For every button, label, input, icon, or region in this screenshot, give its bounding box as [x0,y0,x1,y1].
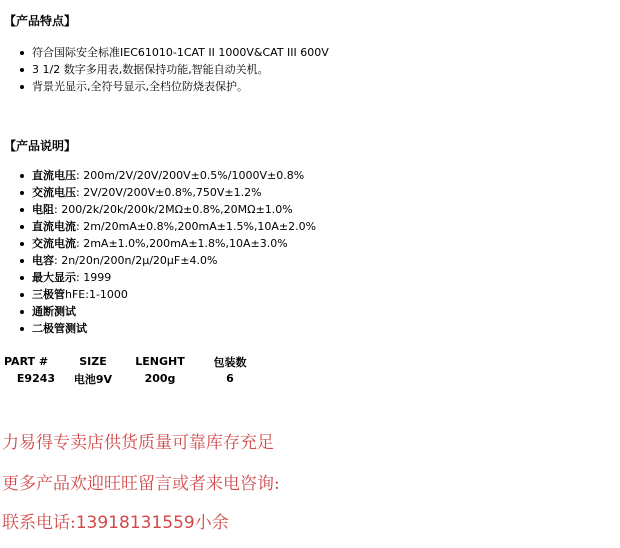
spec-value: : 2mA±1.0%,200mA±1.8%,10A±3.0% [76,237,288,250]
table-row [4,370,258,387]
spec-label: 电容 [32,254,54,267]
spec-item-transistor [20,286,316,303]
spec-item-dc-current [20,218,316,235]
part-spec-table [4,353,258,387]
spec-label: 电阻 [32,203,54,216]
spec-item-resistance [20,201,316,218]
spec-item-ac-voltage [20,184,316,201]
spec-value: : 200/2k/20k/200k/2MΩ±0.8%,20MΩ±1.0% [54,203,293,216]
promo-stock-line: 力易得专卖店供货质量可靠库存充足 [2,433,274,453]
spec-item-max-display [20,269,316,286]
spec-value: : 200m/2V/20V/200V±0.5%/1000V±0.8% [76,169,305,182]
spec-value: : 1999 [76,271,112,284]
table-header-row [4,353,258,370]
spec-item-dc-voltage [20,167,316,184]
spec-label: 直流电压 [32,169,76,182]
feature-item: 3 1/2 数字多用表,数据保持功能,智能自动关机。 [20,61,329,78]
feature-item: 背景光显示,全符号显示,全档位防烧表保护。 [20,78,329,95]
spec-value: : 2n/20n/200n/2μ/20μF±4.0% [54,254,218,267]
phone-number: 13918131559 [75,513,195,533]
spec-value: : 2V/20V/200V±0.8%,750V±1.2% [76,186,262,199]
spec-label: 交流电流 [32,237,76,250]
header-size: SIZE [79,355,107,368]
cell-part-number: E9243 [16,372,56,385]
spec-label: 二极管测试 [32,322,87,335]
header-length: LENGHT [135,355,185,368]
cell-length: 200g [144,372,176,385]
spec-label: 通断测试 [32,305,76,318]
spec-item-ac-current [20,235,316,252]
cell-size: 电池9V [73,372,113,386]
spec-label: 直流电流 [32,220,76,233]
spec-item-diode [20,320,316,337]
description-title: 【产品说明】 [4,139,77,153]
cell-package-qty: 6 [226,372,234,385]
header-part-number: PART # [4,355,49,368]
spec-value: hFE:1-1000 [65,288,128,301]
features-title: 【产品特点】 [4,14,77,28]
promo-phone-line [2,512,229,534]
spec-item-continuity [20,303,316,320]
spec-value: : 2m/20mA±0.8%,200mA±1.5%,10A±2.0% [76,220,317,233]
spec-item-capacitance [20,252,316,269]
spec-label: 三极管 [32,288,65,301]
description-list [20,167,316,337]
promo-contact-line: 更多产品欢迎旺旺留言或者来电咨询: [2,474,280,494]
phone-label: 联系电话: [2,513,76,533]
features-list [20,44,329,95]
contact-name: 小余 [194,513,229,533]
feature-item: 符合国际安全标准IEC61010-1CAT II 1000V&CAT III 600V [20,44,329,61]
spec-label: 交流电压 [32,186,76,199]
header-package-qty: 包装数 [213,355,247,369]
spec-label: 最大显示 [32,271,76,284]
